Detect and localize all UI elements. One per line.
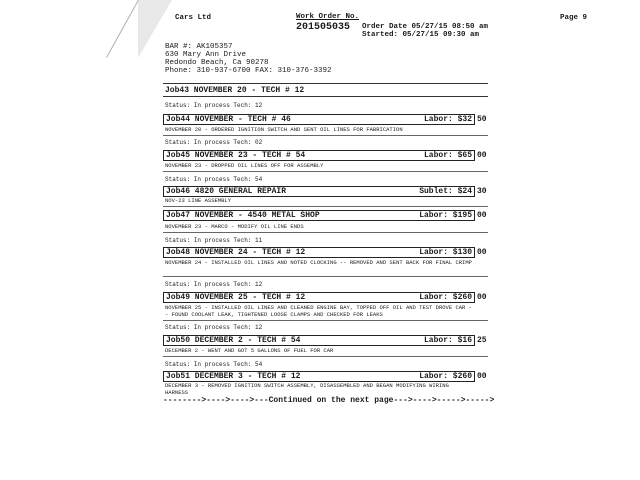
job-header — [163, 371, 475, 382]
job-description: DECEMBER 2 - WENT AND GOT 5 GALLONS OF FUEL FOR CAR — [165, 347, 334, 354]
job-description: NOVEMBER 24 - INSTALLED OIL LINES AND NOTED CLOCKING -- REMOVED AND SENT BACK FOR FINAL CRIMP — [165, 259, 472, 266]
job-status: Status: In process Tech: 12 — [165, 281, 263, 288]
started-date: Started: 05/27/15 09:30 am — [362, 31, 480, 39]
row-separator — [163, 276, 488, 277]
job-cents: 00 — [477, 293, 487, 302]
row-separator — [163, 135, 488, 136]
job-cents: 50 — [477, 115, 487, 124]
job-header — [163, 150, 475, 161]
header-divider-2 — [163, 96, 488, 97]
order-date: Order Date 05/27/15 08:50 am — [362, 23, 489, 31]
job-status: Status: In process Tech: 02 — [165, 139, 263, 146]
job-cents: 00 — [477, 372, 487, 381]
job-amount: Labor: $260 — [419, 372, 472, 381]
job-status: Status: In process Tech: 54 — [165, 176, 263, 183]
job-description: NOVEMBER 20 - ORDERED IGNITION SWITCH AND SENT OIL LINES FOR FABRICATION — [165, 126, 403, 133]
job-title: Job44 NOVEMBER - TECH # 46 — [166, 115, 291, 124]
job-status: Status: In process Tech: 11 — [165, 237, 263, 244]
company-name: Cars Ltd — [175, 14, 212, 22]
job-cents: 00 — [477, 211, 487, 220]
job-status: Status: In process Tech: 12 — [165, 324, 263, 331]
row-separator — [163, 206, 488, 207]
job-description: DECEMBER 3 - REMOVED IGNITION SWITCH ASSEMBLY, DISASSEMBLED AND BEGAN MODIFYING WIRING HARNESS — [165, 382, 449, 396]
job-amount: Labor: $195 — [419, 211, 472, 220]
city-address: Redondo Beach, Ca 90278 — [165, 59, 269, 67]
job-header — [163, 247, 475, 258]
street-address: 630 Mary Ann Drive — [165, 51, 247, 59]
page-number: Page 9 — [560, 14, 588, 22]
row-separator — [163, 232, 488, 233]
job-header — [163, 292, 475, 303]
job43-title: Job43 NOVEMBER 20 - TECH # 12 — [165, 86, 305, 95]
work-order-number: 201505035 — [296, 22, 351, 33]
job-title: Job45 NOVEMBER 23 - TECH # 54 — [166, 151, 306, 160]
job-description: NOVEMBER 23 - DROPPED OIL LINES OFF FOR ASSEMBLY — [165, 162, 324, 169]
job-title: Job50 DECEMBER 2 - TECH # 54 — [166, 336, 301, 345]
bar-number: BAR #: AK105357 — [165, 43, 233, 51]
job-title: Job46 4820 GENERAL REPAIR — [166, 187, 287, 196]
job-header — [163, 210, 475, 221]
continued-footer: -------->---->---->---Continued on the next page--->---->----->-----> — [163, 396, 495, 405]
row-separator — [163, 320, 488, 321]
folded-corner-edge — [106, 0, 139, 58]
row-separator — [163, 356, 488, 357]
job-description: NOVEMBER 25 - INSTALLED OIL LINES AND CLEANED ENGINE BAY, TOPPED OFF OIL AND TEST DROVE CAR -- FOUND COOLANT LEAK, TIGHTENED LOOSE CLAMPS AND CHECKED FOR LEAKS — [165, 304, 472, 318]
job-cents: 25 — [477, 336, 487, 345]
job-header — [163, 335, 475, 346]
job-amount: Labor: $260 — [419, 293, 472, 302]
job-cents: 00 — [477, 151, 487, 160]
job-amount: Labor: $65 — [423, 151, 472, 160]
job-amount: Sublet: $24 — [419, 187, 472, 196]
job-amount: Labor: $16 — [423, 336, 472, 345]
work-order-label: Work Order No. — [296, 13, 360, 21]
job-description: NOV-23 LINE ASSEMBLY — [165, 197, 232, 204]
job-title: Job51 DECEMBER 3 - TECH # 12 — [166, 372, 301, 381]
header-divider — [163, 83, 488, 84]
job-title: Job47 NOVEMBER - 4540 METAL SHOP — [166, 211, 320, 220]
job43-status: Status: In process Tech: 12 — [165, 102, 263, 109]
job-title: Job48 NOVEMBER 24 - TECH # 12 — [166, 248, 306, 257]
job-amount: Labor: $32 — [423, 115, 472, 124]
row-separator — [163, 171, 488, 172]
job-header — [163, 186, 475, 197]
job-cents: 30 — [477, 187, 487, 196]
job-status: Status: In process Tech: 54 — [165, 361, 263, 368]
job-cents: 00 — [477, 248, 487, 257]
job-description: NOVEMBER 23 - MARCO - MODIFY OIL LINE ENDS — [165, 223, 304, 230]
job-header — [163, 114, 475, 125]
phone-fax: Phone: 310-937-6700 FAX: 310-376-3392 — [165, 67, 332, 75]
job-amount: Labor: $130 — [419, 248, 472, 257]
job-title: Job49 NOVEMBER 25 - TECH # 12 — [166, 293, 306, 302]
